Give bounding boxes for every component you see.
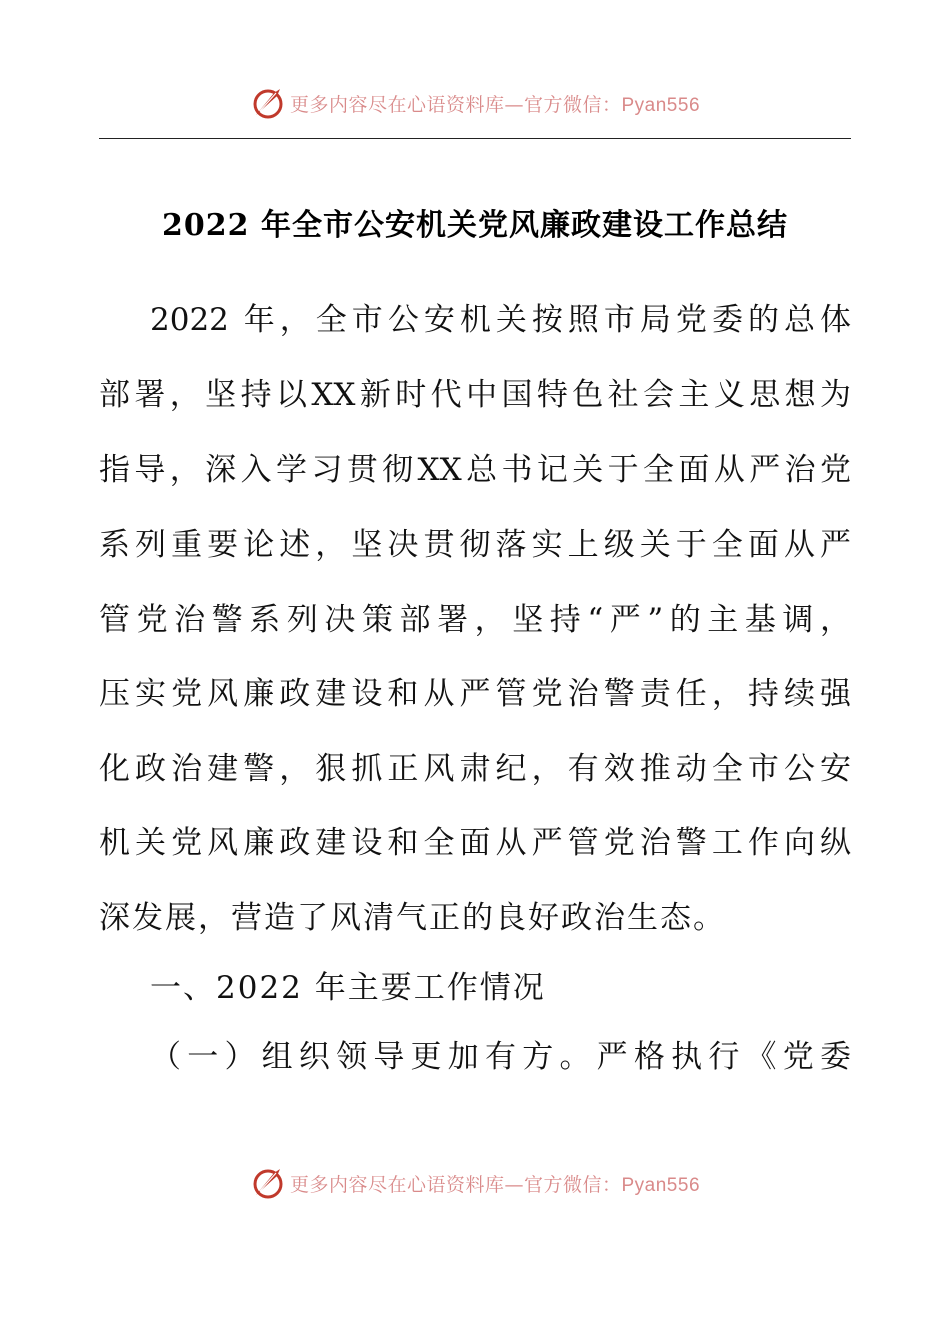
quill-logo-icon	[250, 85, 286, 121]
paragraph-line: 指导，深入学习贯彻XX总书记关于全面从严治党	[99, 452, 851, 488]
header-divider	[99, 138, 851, 139]
header-banner	[0, 83, 950, 123]
quill-logo-icon	[250, 1165, 286, 1201]
paragraph-line: 化政治建警，狠抓正风肃纪，有效推动全市公安	[99, 751, 851, 787]
footer-wechat-id: Pyan556	[621, 1174, 701, 1196]
footer-banner	[0, 1163, 950, 1203]
paragraph-line: 部署，坚持以XX新时代中国特色社会主义思想为	[99, 377, 851, 413]
section-heading: 一、2022 年主要工作情况	[150, 970, 546, 1006]
paragraph-line: 压实党风廉政建设和从严管党治警责任，持续强	[99, 676, 851, 712]
paragraph-line: 管党治警系列决策部署，坚持“严”的主基调，	[99, 602, 851, 638]
paragraph-line: 系列重要论述，坚决贯彻落实上级关于全面从严	[99, 527, 851, 563]
footer-banner-text: 更多内容尽在心语资料库—官方微信：Pyan556	[289, 1173, 701, 1196]
header-banner-text: 更多内容尽在心语资料库—官方微信：Pyan556	[289, 93, 701, 116]
subsection-line: （一）组织领导更加有方。严格执行《党委	[150, 1039, 851, 1075]
header-wechat-id: Pyan556	[621, 94, 701, 116]
paragraph-line: 2022 年，全市公安机关按照市局党委的总体	[150, 302, 851, 338]
paragraph-line: 深发展，营造了风清气正的良好政治生态。	[99, 900, 726, 936]
paragraph-line: 机关党风廉政建设和全面从严管党治警工作向纵	[99, 825, 851, 861]
document-title: 2022 年全市公安机关党风廉政建设工作总结	[162, 208, 788, 243]
